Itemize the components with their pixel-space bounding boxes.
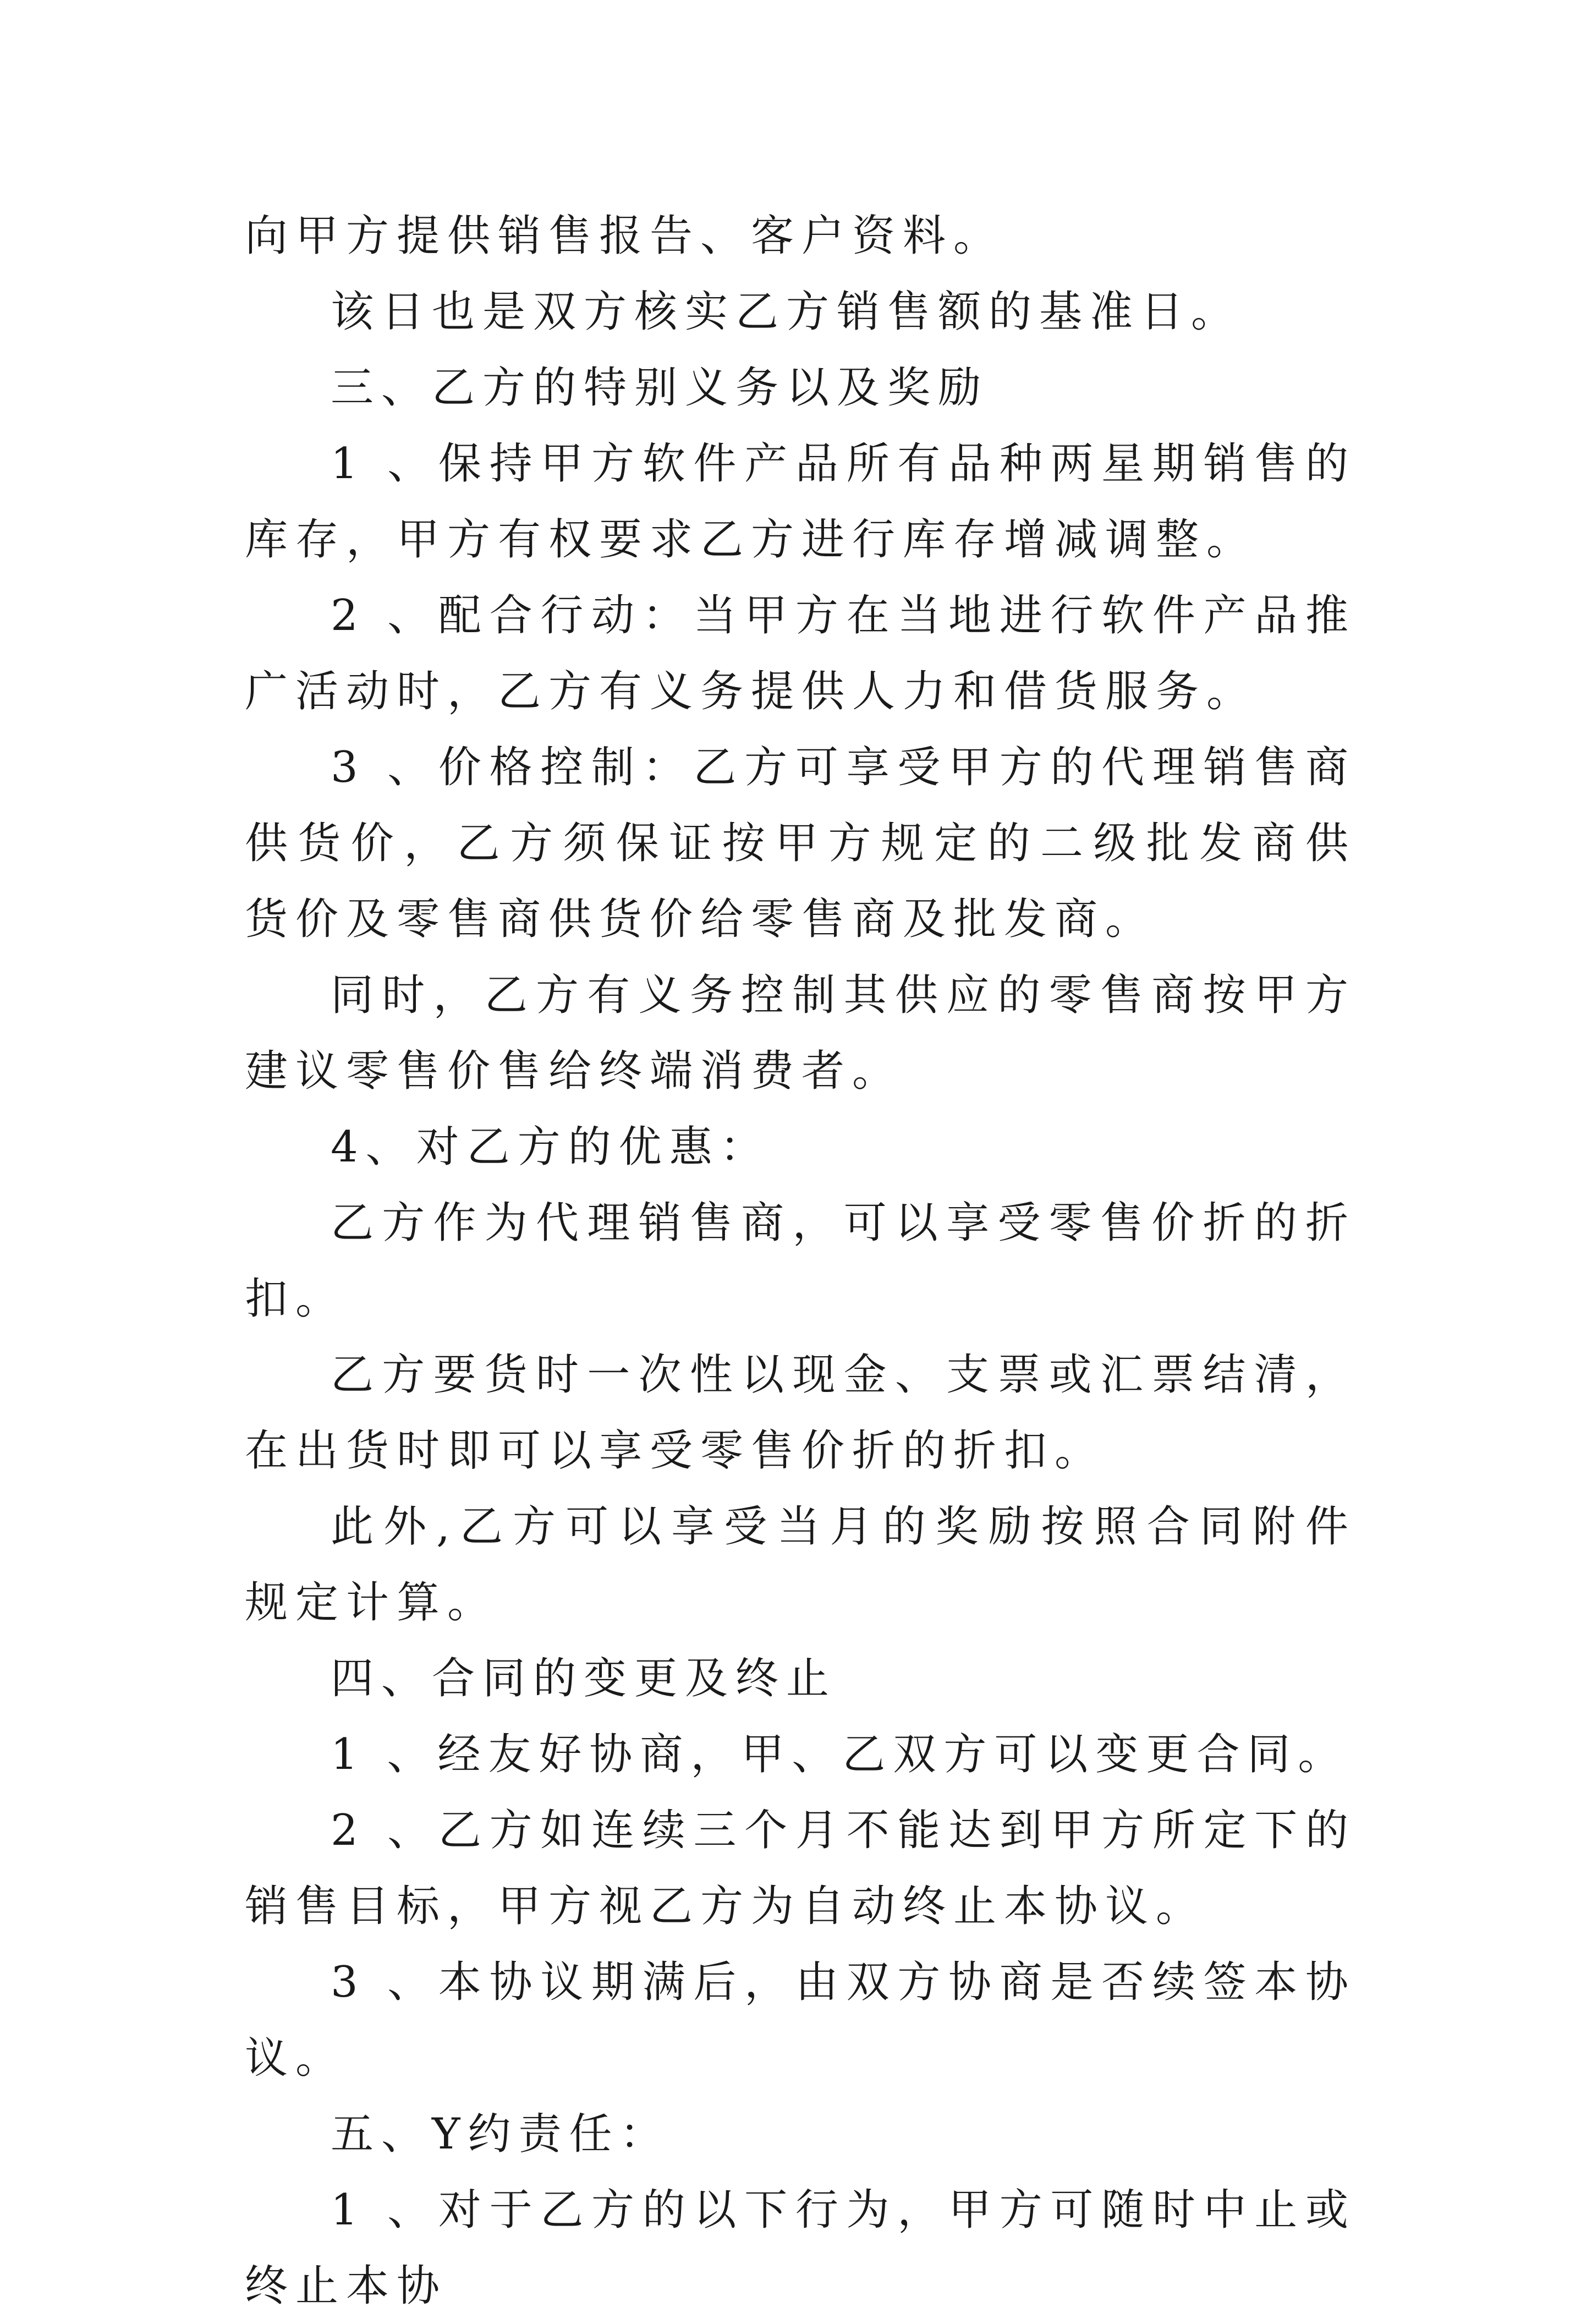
paragraph-9: 乙方作为代理销售商，可以享受零售价折的折扣。 bbox=[245, 1198, 1356, 1324]
paragraph-17: 1 、对于乙方的以下行为，甲方可随时中止或终止本协 bbox=[245, 2185, 1356, 2311]
paragraph-4: 1 、保持甲方软件产品所有品种两星期销售的库存，甲方有权要求乙方进行库存增减调整。 bbox=[245, 439, 1356, 564]
paragraph-13: 1 、经友好协商，甲、乙双方可以变更合同。 bbox=[331, 1730, 1349, 1779]
document-body bbox=[245, 198, 1356, 2324]
paragraph-5: 2 、配合行动：当甲方在当地进行软件产品推广活动时，乙方有义务提供人力和借货服务。 bbox=[245, 591, 1356, 716]
paragraph-10: 乙方要货时一次性以现金、支票或汇票结清，在出货时即可以享受零售价折的折扣。 bbox=[245, 1350, 1356, 1476]
paragraph-14: 2 、乙方如连续三个月不能达到甲方所定下的销售目标，甲方视乙方为自动终止本协议。 bbox=[245, 1806, 1356, 1931]
section-heading-16: 五、Y约责任： bbox=[331, 2109, 671, 2159]
paragraph-11: 此外,乙方可以享受当月的奖励按照合同附件规定计算。 bbox=[245, 1502, 1356, 1627]
paragraph-15: 3 、本协议期满后，由双方协商是否续签本协议。 bbox=[245, 1958, 1356, 2083]
paragraph-6: 3 、价格控制：乙方可享受甲方的代理销售商供货价，乙方须保证按甲方规定的二级批发商供货价及零售商供货价给零售商及批发商。 bbox=[245, 743, 1356, 944]
paragraph-1: 向甲方提供销售报告、客户资料。 bbox=[245, 211, 1004, 261]
section-heading-3: 三、乙方的特别义务以及奖励 bbox=[331, 363, 989, 413]
paragraph-2: 该日也是双方核实乙方销售额的基准日。 bbox=[331, 287, 1242, 337]
paragraph-7: 同时，乙方有义务控制其供应的零售商按甲方建议零售价售给终端消费者。 bbox=[245, 971, 1356, 1096]
paragraph-8: 4、对乙方的优惠： bbox=[331, 1122, 771, 1172]
section-heading-12: 四、合同的变更及终止 bbox=[331, 1654, 837, 1703]
